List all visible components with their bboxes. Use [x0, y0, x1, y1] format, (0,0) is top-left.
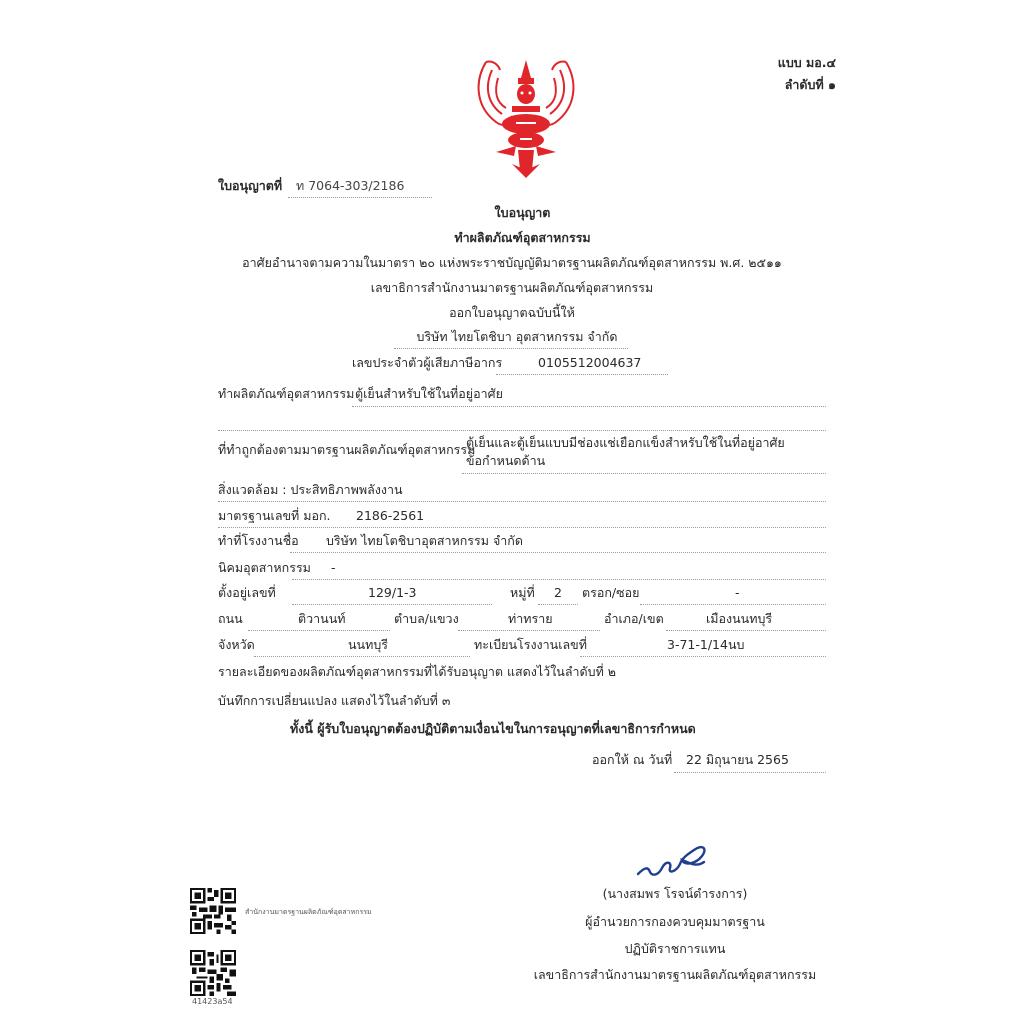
tis-label: มาตรฐานเลขที่ มอก.: [218, 508, 331, 523]
subdistrict-line: [458, 630, 600, 631]
standard-line: [462, 473, 826, 474]
district-label: อำเภอ/เขต: [604, 611, 664, 626]
estate-value: -: [331, 560, 336, 575]
company-line: [394, 348, 628, 349]
qr-caption: สำนักงานมาตรฐานผลิตภัณฑ์อุตสาหกรรม: [245, 908, 372, 916]
factory-value: บริษัท ไทยโตชิบาอุตสาหกรรม จำกัด: [326, 533, 523, 548]
address-no-label: ตั้งอยู่เลขที่: [218, 585, 276, 600]
product-line-2: [218, 430, 826, 431]
moo-label: หมู่ที่: [510, 585, 535, 600]
qr-code-icon[interactable]: [190, 888, 236, 934]
license-number-line: [288, 197, 432, 198]
estate-label: นิคมอุตสาหกรรม: [218, 560, 311, 575]
moo-line: [538, 604, 578, 605]
document-title: ใบอนุญาต: [494, 205, 551, 220]
standard-value-line1: ตู้เย็นและตู้เย็นแบบมีช่องแช่เยือกแข็งสำหรับใช้ในที่อยู่อาศัย: [466, 435, 785, 450]
environment-line: [218, 501, 826, 502]
product-value: ตู้เย็นสำหรับใช้ในที่อยู่อาศัย: [355, 386, 503, 401]
factory-label: ทำที่โรงงานชื่อ: [218, 533, 299, 548]
company-name: บริษัท ไทยโตชิบา อุตสาหกรรม จำกัด: [416, 329, 618, 344]
road-label: ถนน: [218, 611, 243, 626]
changes-note: บันทึกการเปลี่ยนแปลง แสดงไว้ในลำดับที่ ๓: [218, 693, 451, 708]
license-number-label: ใบอนุญาตที่: [218, 178, 283, 193]
estate-line: [292, 579, 826, 580]
road-line: [248, 630, 390, 631]
address-no-line: [292, 604, 492, 605]
tax-id-line: [496, 374, 668, 375]
details-note: รายละเอียดของผลิตภัณฑ์อุตสาหกรรมที่ได้รับอนุญาต แสดงไว้ในลำดับที่ ๒: [218, 664, 617, 679]
factory-reg-value: 3-71-1/14นบ: [667, 637, 745, 652]
tax-id-value: 0105512004637: [538, 355, 642, 370]
tis-value: 2186-2561: [356, 508, 425, 523]
form-code-block: [778, 52, 836, 96]
environment-text: สิ่งแวดล้อม : ประสิทธิภาพพลังงาน: [218, 482, 403, 497]
signature-icon: [636, 838, 716, 882]
factory-line: [290, 552, 826, 553]
document-subtitle: ทำผลิตภัณฑ์อุตสาหกรรม: [454, 230, 591, 245]
issuer-line: เลขาธิการสำนักงานมาตรฐานผลิตภัณฑ์อุตสาหกรรม: [370, 280, 654, 295]
tax-id-label: เลขประจำตัวผู้เสียภาษีอากร: [352, 355, 503, 370]
district-line: [666, 630, 826, 631]
authority-line: อาศัยอำนาจตามความในมาตรา ๒๐ แห่งพระราชบัญญัติมาตรฐานผลิตภัณฑ์อุตสาหกรรม พ.ศ. ๒๕๑๑: [242, 255, 782, 270]
subdistrict-label: ตำบล/แขวง: [394, 611, 459, 626]
signatory-position-2: ปฏิบัติราชการแทน: [624, 941, 726, 956]
form-code: แบบ มอ.๔: [777, 55, 836, 70]
condition-statement: ทั้งนี้ ผู้รับใบอนุญาตต้องปฏิบัติตามเงื่อนไขในการอนุญาตที่เลขาธิการกำหนด: [290, 721, 696, 736]
issue-line: ออกใบอนุญาตฉบับนี้ให้: [449, 305, 575, 320]
standard-value-line2: ข้อกำหนดด้าน: [466, 453, 546, 468]
issued-date-value: 22 มิถุนายน 2565: [686, 752, 789, 767]
district-value: เมืองนนทบุรี: [706, 611, 773, 626]
product-line: [352, 406, 826, 407]
moo-value: 2: [554, 585, 562, 600]
factory-reg-line: [580, 656, 826, 657]
factory-reg-label: ทะเบียนโรงงานเลขที่: [474, 637, 587, 652]
license-number-value: ท 7064-303/2186: [296, 178, 405, 193]
garuda-emblem-icon: [466, 52, 586, 182]
soi-line: [640, 604, 826, 605]
standard-label: ที่ทำถูกต้องตามมาตรฐานผลิตภัณฑ์อุตสาหกรรม: [218, 442, 476, 457]
soi-label: ตรอก/ซอย: [582, 585, 640, 600]
signatory-name: (นางสมพร โรจน์ดำรงการ): [602, 886, 748, 901]
province-line: [254, 656, 470, 657]
subdistrict-value: ท่าทราย: [508, 611, 553, 626]
verification-code: 41423a54: [192, 997, 233, 1006]
province-label: จังหวัด: [218, 637, 255, 652]
tis-line: [218, 527, 826, 528]
issued-date-line: [674, 772, 826, 773]
verification-qr-code-icon[interactable]: [190, 950, 236, 996]
address-no-value: 129/1-3: [368, 585, 417, 600]
issued-date-label: ออกให้ ณ วันที่: [592, 752, 673, 767]
soi-value: -: [735, 585, 740, 600]
signatory-position-1: ผู้อำนวยการกองควบคุมมาตรฐาน: [585, 914, 765, 929]
signatory-position-3: เลขาธิการสำนักงานมาตรฐานผลิตภัณฑ์อุตสาหกรรม: [533, 967, 817, 982]
province-value: นนทบุรี: [348, 637, 388, 652]
sequence-number: ลำดับที่ ๑: [784, 77, 836, 92]
road-value: ติวานนท์: [298, 611, 346, 626]
product-label: ทำผลิตภัณฑ์อุตสาหกรรม: [218, 386, 355, 401]
